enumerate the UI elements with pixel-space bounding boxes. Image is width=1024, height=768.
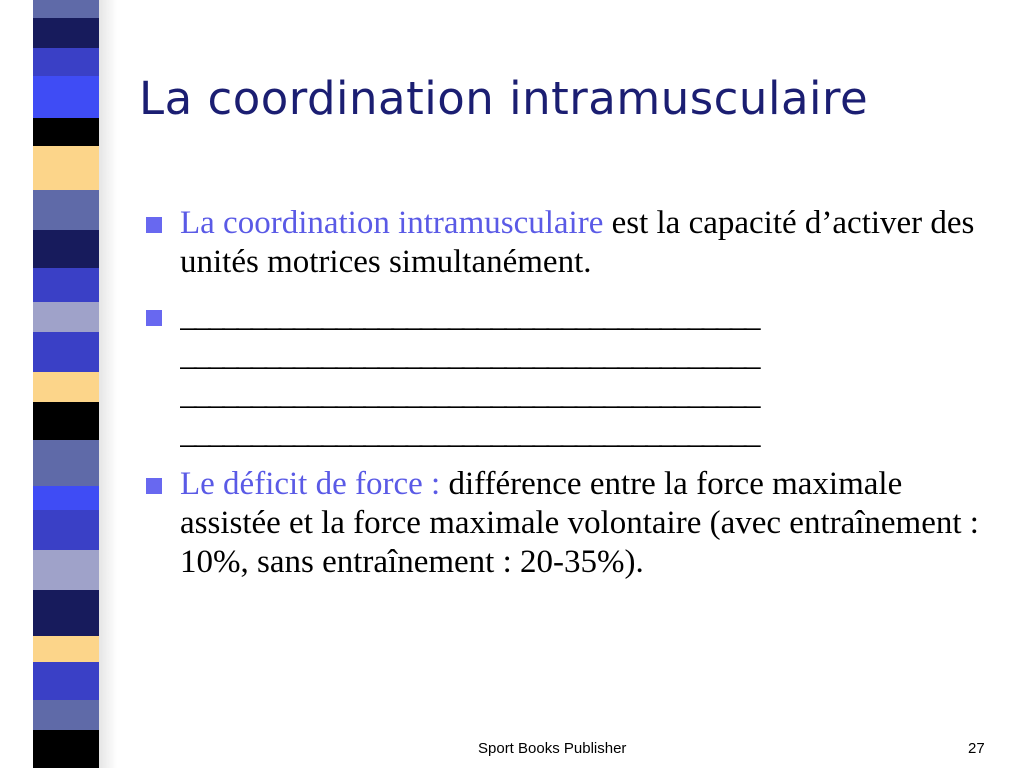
- footer-page-number: 27: [968, 740, 985, 757]
- bullet-item-force-deficit: [143, 465, 993, 582]
- highlight-term: Le déficit de force :: [180, 466, 449, 502]
- strip-band: [33, 118, 99, 146]
- strip-band: [33, 372, 99, 402]
- bullet-text: différence entre la force maximale assistée et la force maximale volontaire (avec entraînement : 10%, sans entraînement : 20-35%).: [180, 466, 979, 580]
- strip-band: [33, 730, 99, 768]
- strip-band: [33, 48, 99, 76]
- slide-title: La coordination intramusculaire: [139, 72, 869, 125]
- strip-band: [33, 230, 99, 268]
- strip-band: [33, 440, 99, 486]
- fill-in-line: _________________________________________: [180, 415, 759, 451]
- strip-band: [33, 18, 99, 48]
- bullet-list: [143, 204, 993, 597]
- strip-band: [33, 590, 99, 636]
- strip-band: [33, 190, 99, 230]
- highlight-term: La coordination intramusculaire: [180, 205, 604, 241]
- strip-band: [33, 76, 99, 118]
- decorative-color-strip: [33, 0, 99, 768]
- strip-band: [33, 510, 99, 550]
- strip-band: [33, 636, 99, 662]
- strip-band: [33, 700, 99, 730]
- square-bullet-icon: [146, 310, 162, 326]
- strip-band: [33, 0, 99, 18]
- strip-band: [33, 146, 99, 190]
- bullet-text: est la capacité d’activer des unités motrices simultanément.: [180, 205, 975, 280]
- strip-band: [33, 550, 99, 590]
- square-bullet-icon: [146, 478, 162, 494]
- fill-in-line: _________________________________________: [180, 337, 759, 373]
- strip-shadow: [99, 0, 117, 768]
- strip-band: [33, 302, 99, 332]
- strip-band: [33, 662, 99, 700]
- bullet-item-blank-lines: [143, 297, 993, 453]
- strip-band: [33, 268, 99, 302]
- footer-publisher: Sport Books Publisher: [478, 740, 627, 757]
- strip-band: [33, 486, 99, 510]
- bullet-item-definition: [143, 204, 993, 282]
- fill-in-line: _________________________________________: [180, 376, 759, 412]
- square-bullet-icon: [146, 217, 162, 233]
- strip-band: [33, 402, 99, 440]
- fill-in-line: _________________________________________: [180, 298, 759, 334]
- strip-band: [33, 332, 99, 372]
